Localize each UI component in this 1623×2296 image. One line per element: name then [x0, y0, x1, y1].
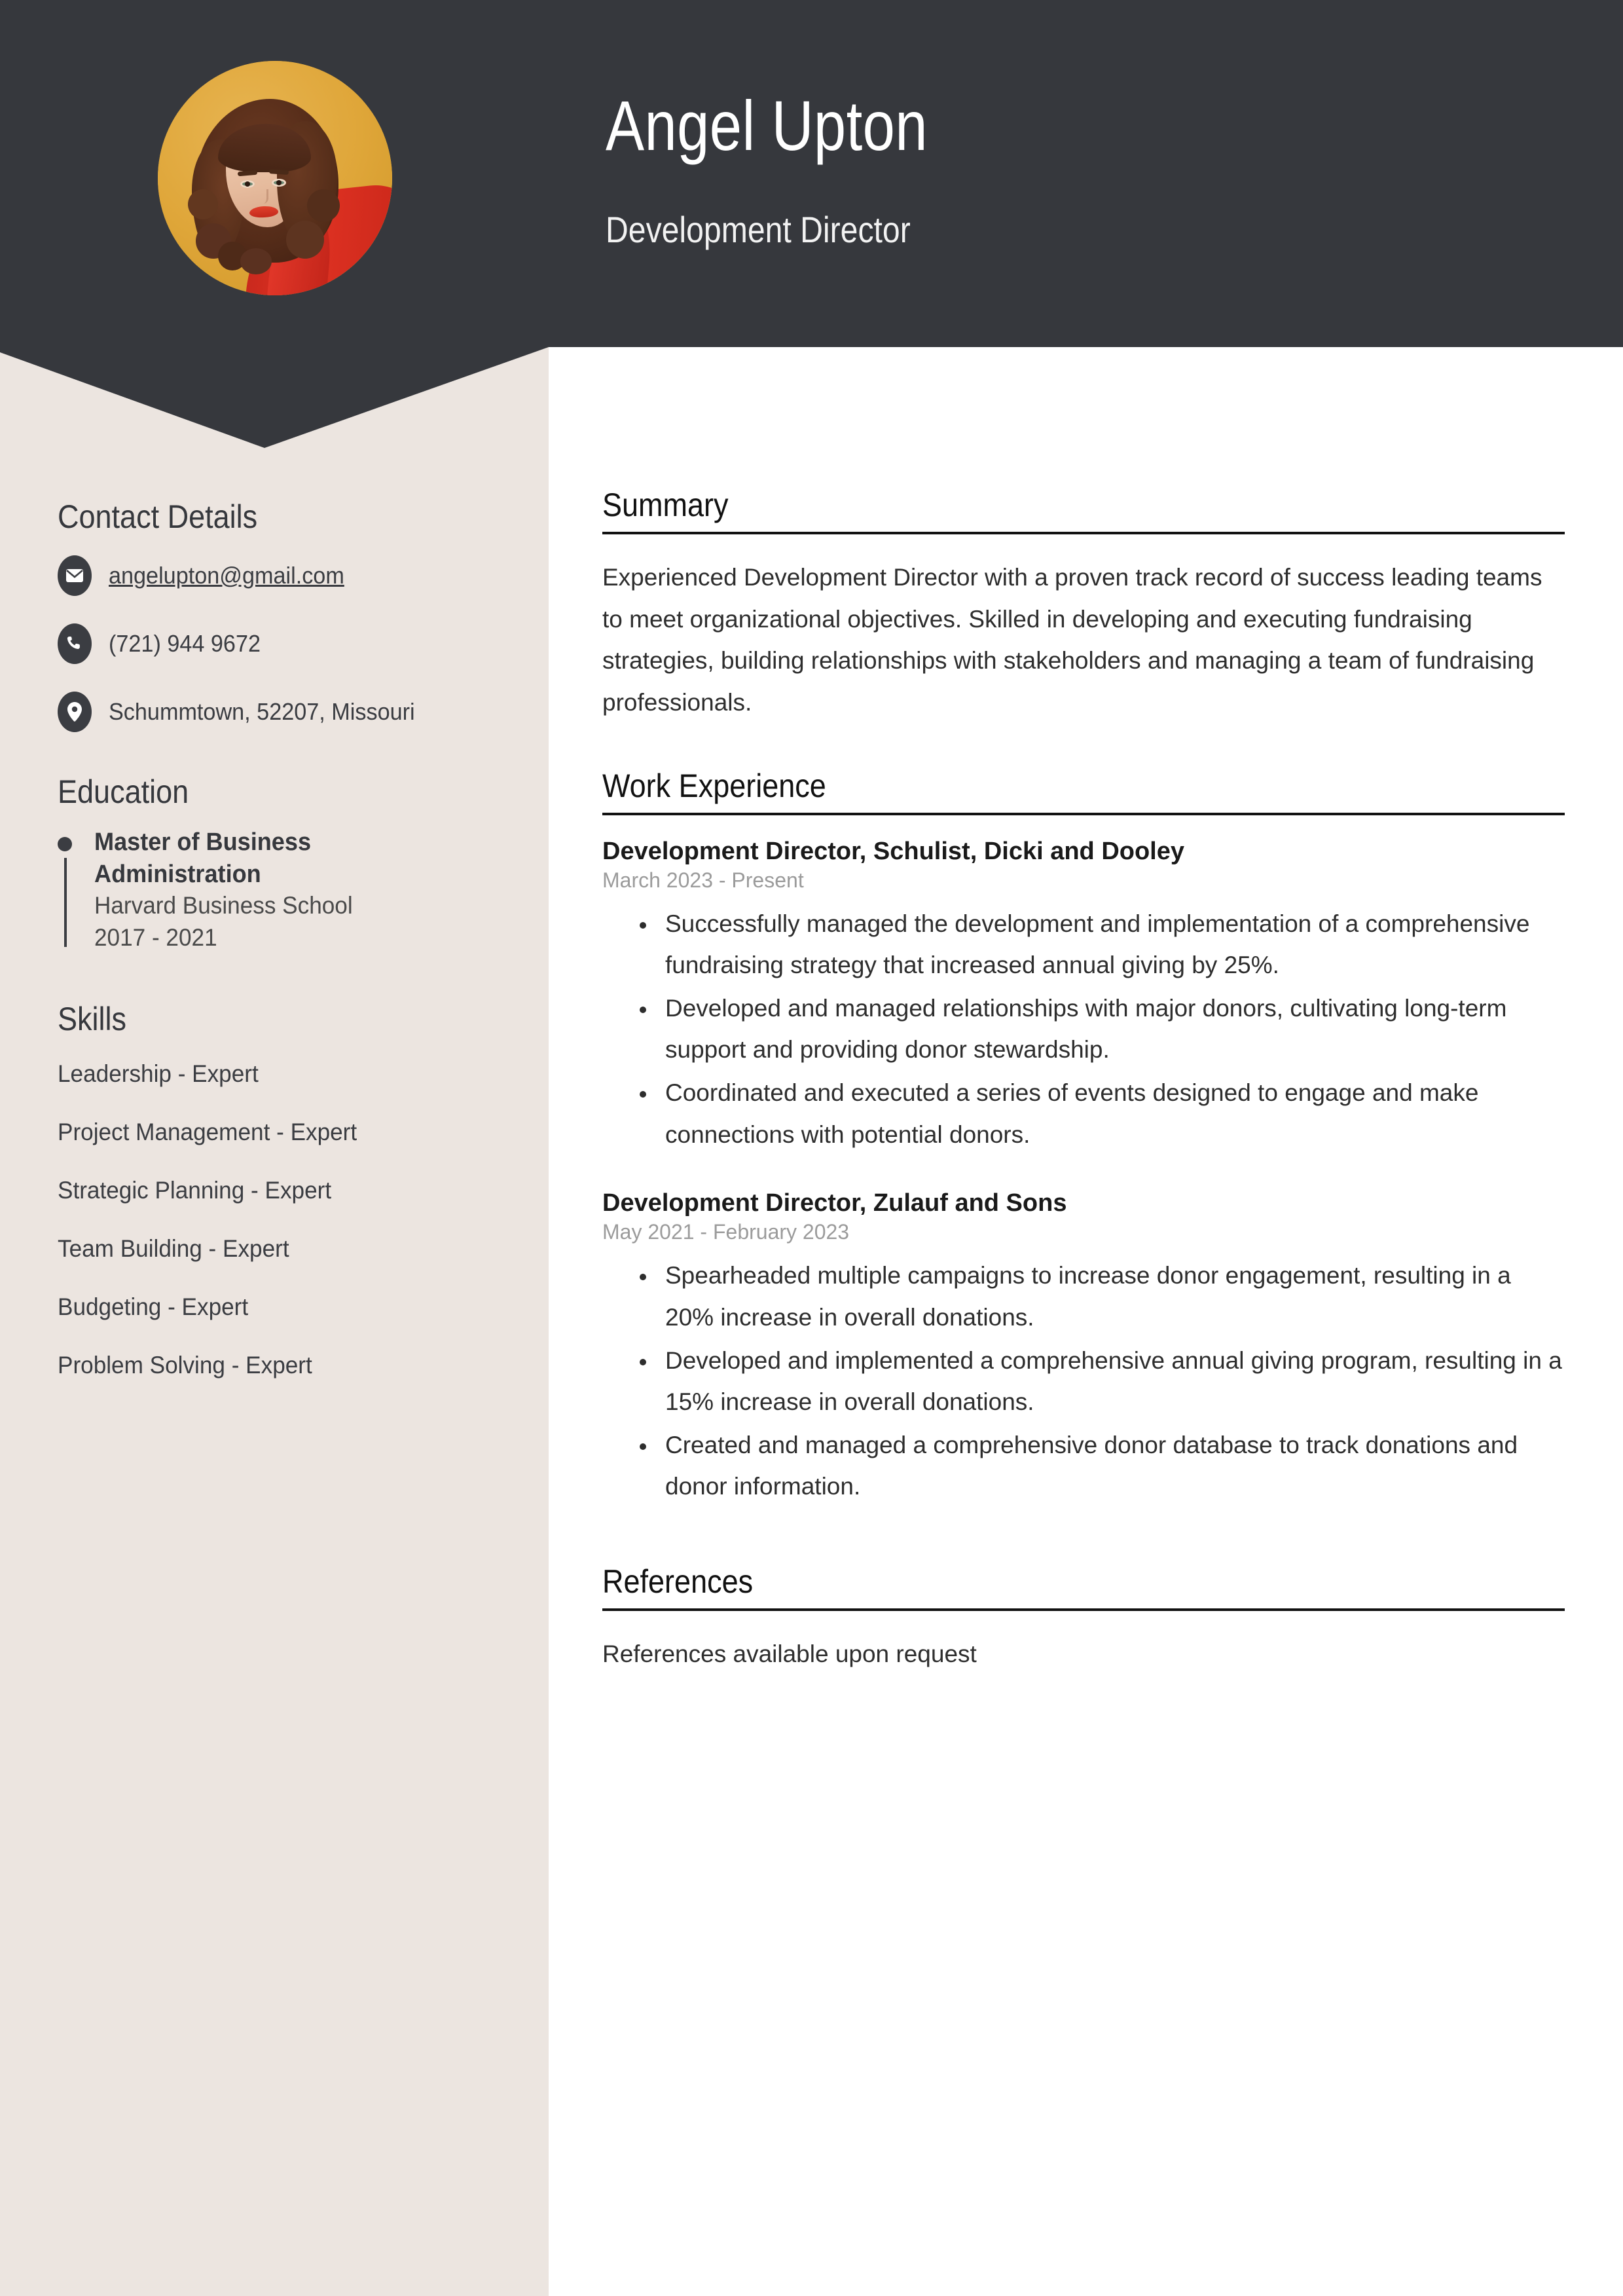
- header-job-title: Development Director: [606, 209, 911, 250]
- photo-curl: [307, 189, 340, 222]
- contact-item-location[interactable]: [58, 692, 549, 732]
- avatar: [158, 61, 392, 295]
- section-skills: [0, 1000, 549, 1379]
- contact-item-email[interactable]: [58, 555, 549, 596]
- section-work-experience: [602, 767, 1565, 1508]
- contact-item-phone[interactable]: [58, 623, 549, 664]
- list-item: • Created and managed a comprehensive donor database to track donations and donor information.: [657, 1424, 1565, 1508]
- list-item: Problem Solving - Expert: [58, 1351, 312, 1379]
- list-item: Team Building - Expert: [58, 1234, 289, 1262]
- list-item: • Spearheaded multiple campaigns to increase donor engagement, resulting in a 20% increase in overall donations.: [657, 1255, 1565, 1338]
- references-text: References available upon request: [602, 1640, 977, 1667]
- summary-text: Experienced Development Director with a proven track record of success leading teams to meet organizational objectives. Skilled in developing and executing fundraising strategies, building relationships with stakeholders and managing a team of fundraising professionals.: [602, 564, 1542, 716]
- sidebar: [0, 498, 549, 1410]
- job-dates: March 2023 - Present: [602, 868, 804, 892]
- main-content: [602, 486, 1565, 1675]
- avatar-photo: [158, 61, 392, 295]
- list-item: • Coordinated and executed a series of events designed to engage and make connections with potential donors.: [657, 1072, 1565, 1155]
- photo-curl: [286, 221, 324, 259]
- section-education: [0, 773, 549, 954]
- education-timeline-bar: [64, 858, 67, 947]
- spacer: [602, 1519, 1565, 1563]
- list-item: Budgeting - Expert: [58, 1293, 249, 1320]
- education-degree: Master of Business Administration: [94, 828, 312, 888]
- list-item: • Developed and implemented a comprehensive annual giving program, resulting in a 15% increase in overall donations.: [657, 1340, 1565, 1423]
- contact-email-text[interactable]: angelupton@gmail.com: [109, 562, 344, 589]
- divider: [602, 1608, 1565, 1611]
- section-summary: [602, 486, 1565, 724]
- photo-pupil-right: [276, 180, 282, 185]
- phone-icon: [58, 623, 92, 664]
- job-title: Development Director, Schulist, Dicki and Dooley: [602, 837, 1185, 865]
- job-bullet-list: [602, 903, 1565, 1156]
- list-item: • Developed and managed relationships with major donors, cultivating long-term support and providing donor stewardship.: [657, 988, 1565, 1071]
- skills-heading: Skills: [58, 1000, 127, 1037]
- work-experience-item: [602, 838, 1565, 1156]
- spacer: [602, 724, 1565, 767]
- divider: [602, 813, 1565, 815]
- list-item: Project Management - Expert: [58, 1118, 357, 1145]
- work-experience-heading: Work Experience: [602, 767, 826, 804]
- photo-curl: [188, 189, 218, 219]
- spacer: [602, 1167, 1565, 1189]
- section-references: [602, 1563, 1565, 1675]
- contact-list: [0, 555, 549, 732]
- divider: [602, 532, 1565, 534]
- envelope-icon: [58, 555, 92, 596]
- contact-phone-text[interactable]: (721) 944 9672: [109, 630, 261, 657]
- photo-curl: [240, 248, 272, 274]
- education-school: Harvard Business School: [94, 892, 353, 919]
- location-pin-icon: [58, 692, 92, 732]
- skills-list: [0, 1060, 549, 1379]
- photo-nose: [256, 189, 268, 204]
- summary-heading: Summary: [602, 487, 729, 523]
- education-years: 2017 - 2021: [94, 924, 217, 952]
- list-item: Strategic Planning - Expert: [58, 1176, 332, 1204]
- list-item: Leadership - Expert: [58, 1060, 259, 1087]
- page-title: Angel Upton: [606, 86, 928, 165]
- education-item: [58, 826, 549, 954]
- job-dates: May 2021 - February 2023: [602, 1220, 850, 1244]
- education-heading: Education: [58, 773, 189, 810]
- contact-details-heading: Contact Details: [58, 498, 258, 535]
- photo-pupil-left: [245, 181, 250, 187]
- job-bullet-list: [602, 1255, 1565, 1508]
- section-contact-details: [0, 498, 549, 732]
- work-experience-item: [602, 1189, 1565, 1508]
- contact-location-text: Schummtown, 52207, Missouri: [109, 698, 415, 725]
- job-title: Development Director, Zulauf and Sons: [602, 1189, 1067, 1217]
- education-bullet-dot: [58, 837, 72, 851]
- list-item: • Successfully managed the development and implementation of a comprehensive fundraising strategy that increased annual giving by 25%.: [657, 903, 1565, 986]
- references-heading: References: [602, 1563, 754, 1600]
